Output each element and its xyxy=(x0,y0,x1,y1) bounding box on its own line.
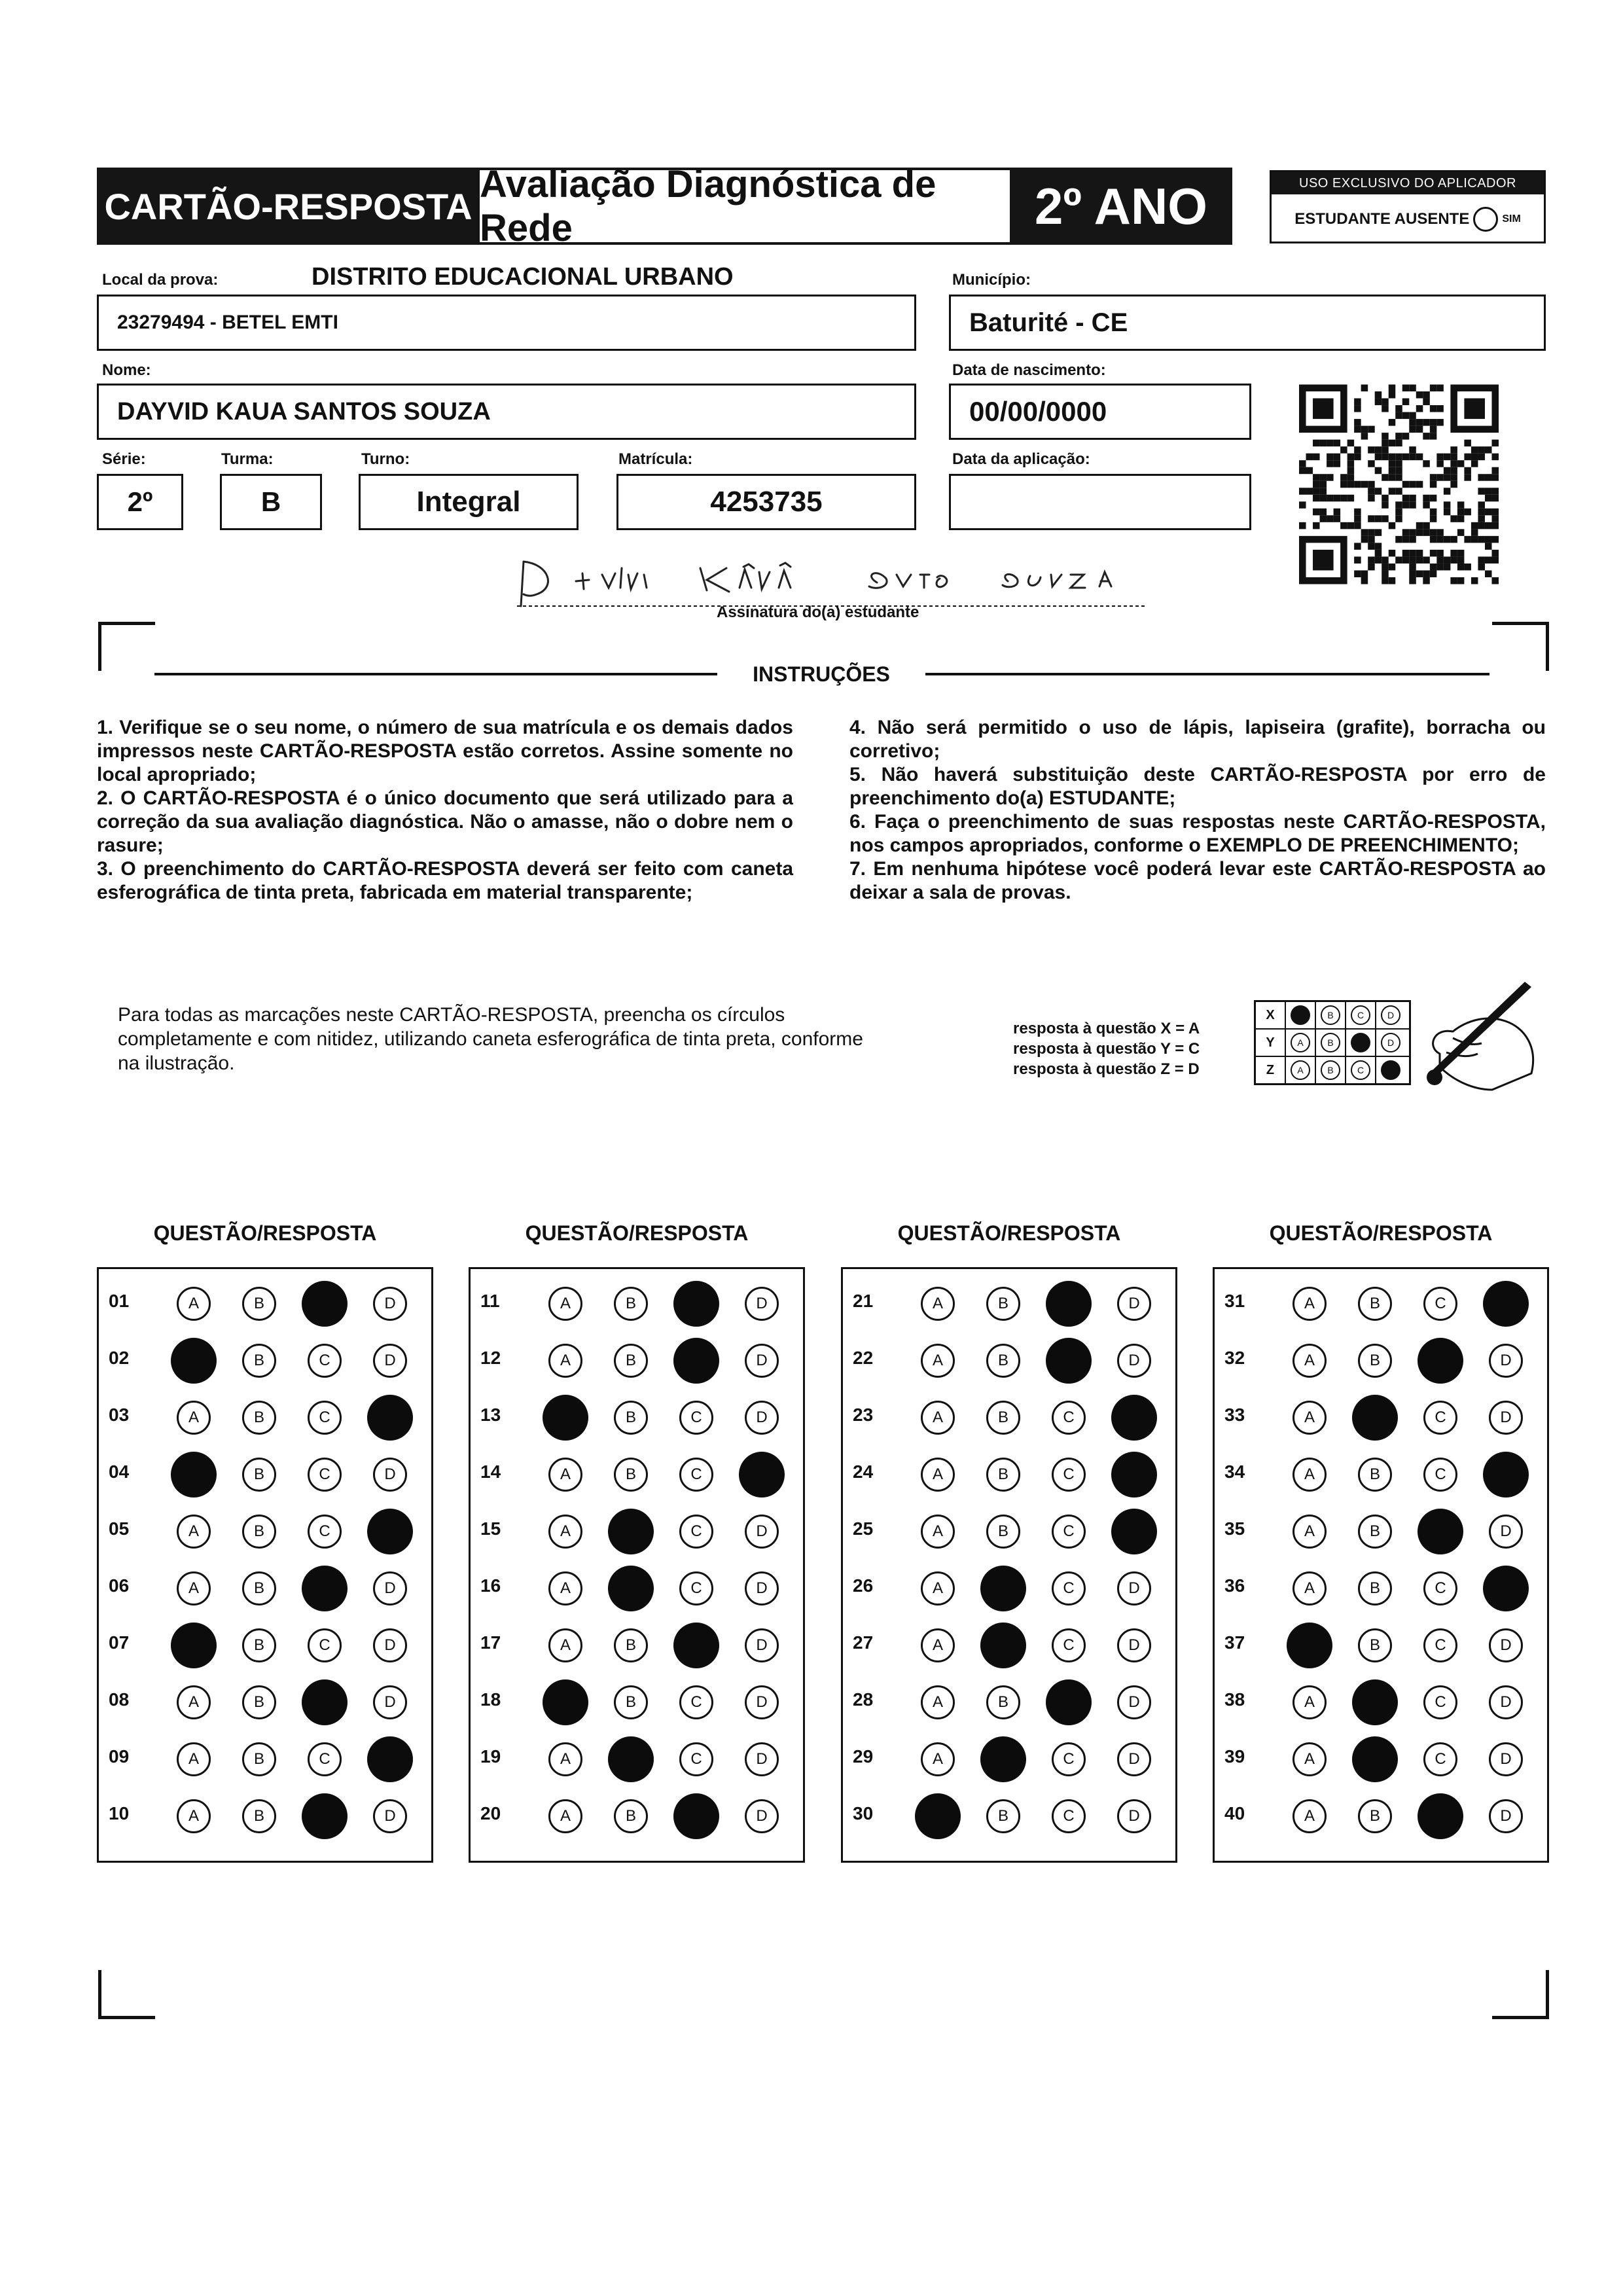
answer-bubble-b[interactable]: B xyxy=(1358,1287,1392,1321)
answer-bubble-d[interactable]: D xyxy=(1117,1344,1151,1378)
answer-bubble-c[interactable] xyxy=(302,1793,348,1839)
answer-bubble-b[interactable]: B xyxy=(242,1287,276,1321)
answer-bubble-a[interactable]: A xyxy=(1293,1685,1327,1719)
answer-bubble-c[interactable]: C xyxy=(1423,1628,1457,1662)
answer-bubble-d[interactable]: D xyxy=(1489,1799,1523,1833)
answer-bubble-d[interactable] xyxy=(367,1509,413,1554)
instructions-left-column xyxy=(97,716,793,905)
answer-bubble-c[interactable]: C xyxy=(1052,1742,1086,1776)
example-bubble: A xyxy=(1291,1060,1310,1080)
answer-bubble-d[interactable]: D xyxy=(373,1287,407,1321)
answer-bubble-b[interactable]: B xyxy=(986,1799,1020,1833)
answer-bubble-d[interactable]: D xyxy=(1117,1799,1151,1833)
question-number: 15 xyxy=(480,1518,501,1539)
answer-bubble-b[interactable]: B xyxy=(614,1799,648,1833)
answer-bubble-a[interactable]: A xyxy=(1293,1458,1327,1492)
serie-label: Série: xyxy=(102,450,146,468)
nome-field: DAYVID KAUA SANTOS SOUZA xyxy=(97,384,916,440)
answer-bubble-b[interactable] xyxy=(980,1623,1026,1668)
example-legend-item: resposta à questão Y = C xyxy=(1013,1040,1200,1058)
answer-bubble-a[interactable]: A xyxy=(921,1742,955,1776)
local-value: DISTRITO EDUCACIONAL URBANO xyxy=(312,263,734,291)
question-number: 37 xyxy=(1224,1632,1245,1653)
example-bubble xyxy=(1351,1033,1370,1052)
example-bubble: A xyxy=(1291,1033,1310,1052)
answer-bubble-b[interactable]: B xyxy=(614,1401,648,1435)
answer-bubble-d[interactable]: D xyxy=(373,1458,407,1492)
answer-bubble-a[interactable] xyxy=(171,1623,217,1668)
answer-bubble-c[interactable] xyxy=(1418,1509,1463,1554)
question-number: 19 xyxy=(480,1746,501,1767)
answer-bubble-a[interactable]: A xyxy=(921,1287,955,1321)
answer-bubble-c[interactable] xyxy=(1418,1338,1463,1384)
question-number: 01 xyxy=(109,1291,130,1311)
example-row xyxy=(1256,1030,1409,1057)
pen-hand-illustration xyxy=(1400,975,1544,1100)
answer-bubble-a[interactable] xyxy=(543,1395,588,1441)
answer-bubble-b[interactable]: B xyxy=(986,1401,1020,1435)
municipio-field: Baturité - CE xyxy=(949,295,1546,351)
answer-bubble-b[interactable]: B xyxy=(614,1344,648,1378)
answer-bubble-d[interactable]: D xyxy=(1489,1401,1523,1435)
corner-mark-bottom-right xyxy=(1492,1970,1549,2019)
question-number: 12 xyxy=(480,1348,501,1368)
answer-bubble-b[interactable] xyxy=(608,1736,654,1782)
question-number: 13 xyxy=(480,1405,501,1425)
question-number: 03 xyxy=(109,1405,130,1425)
answer-bubble-a[interactable] xyxy=(171,1338,217,1384)
answer-bubble-c[interactable]: C xyxy=(1052,1571,1086,1605)
answer-bubble-c[interactable] xyxy=(673,1623,719,1668)
instruction-item: 3. O preenchimento do CARTÃO-RESPOSTA deverá ser feito com caneta esferográfica de tinta preta, fabricada em material transparente; xyxy=(97,858,793,903)
matricula-field: 4253735 xyxy=(616,474,916,530)
example-grid xyxy=(1254,1000,1411,1085)
example-legend xyxy=(1013,1018,1200,1079)
example-bubble: B xyxy=(1321,1060,1340,1080)
answer-bubble-a[interactable] xyxy=(915,1793,961,1839)
answer-bubble-a[interactable]: A xyxy=(177,1571,211,1605)
question-number: 17 xyxy=(480,1632,501,1653)
answer-bubble-d[interactable]: D xyxy=(373,1628,407,1662)
answer-bubble-c[interactable] xyxy=(673,1793,719,1839)
answer-bubble-d[interactable]: D xyxy=(373,1571,407,1605)
aplicacao-field xyxy=(949,474,1251,530)
corner-mark-top-left xyxy=(98,622,155,671)
answer-bubble-b[interactable]: B xyxy=(614,1458,648,1492)
answer-bubble-c[interactable]: C xyxy=(308,1515,342,1549)
answer-bubble-a[interactable]: A xyxy=(921,1401,955,1435)
example-cell xyxy=(1346,1030,1376,1056)
grade-label: 2º ANO xyxy=(1010,168,1232,245)
serie-field: 2º xyxy=(97,474,183,530)
example-row-label: Y xyxy=(1256,1030,1286,1056)
example-row xyxy=(1256,1002,1409,1030)
applicator-title: USO EXCLUSIVO DO APLICADOR xyxy=(1272,172,1544,194)
instruction-item: 7. Em nenhuma hipótese você poderá levar este CARTÃO-RESPOSTA ao deixar a sala de provas. xyxy=(849,858,1546,903)
answer-bubble-b[interactable]: B xyxy=(242,1401,276,1435)
answer-bubble-c[interactable]: C xyxy=(1052,1799,1086,1833)
question-number: 08 xyxy=(109,1689,130,1710)
answer-bubble-c[interactable] xyxy=(1046,1679,1092,1725)
instruction-item: 4. Não será permitido o uso de lápis, lapiseira (grafite), borracha ou corretivo; xyxy=(849,717,1546,762)
answer-bubble-d[interactable]: D xyxy=(745,1515,779,1549)
instruction-item: 2. O CARTÃO-RESPOSTA é o único documento que será utilizado para a correção da sua avaliação diagnóstica. Não o amasse, não o dobre nem o rasure; xyxy=(97,787,793,856)
answer-bubble-a[interactable]: A xyxy=(548,1344,582,1378)
answer-bubble-b[interactable]: B xyxy=(1358,1515,1392,1549)
example-cell xyxy=(1346,1002,1376,1028)
example-row-label: Z xyxy=(1256,1057,1286,1083)
answer-bubble-b[interactable]: B xyxy=(242,1799,276,1833)
answer-bubble-d[interactable]: D xyxy=(373,1344,407,1378)
answer-bubble-b[interactable] xyxy=(1352,1736,1398,1782)
answer-bubble-c[interactable]: C xyxy=(1052,1628,1086,1662)
question-number: 39 xyxy=(1224,1746,1245,1767)
question-number: 14 xyxy=(480,1462,501,1482)
question-number: 22 xyxy=(853,1348,874,1368)
question-number: 07 xyxy=(109,1632,130,1653)
corner-mark-bottom-left xyxy=(98,1970,155,2019)
question-number: 24 xyxy=(853,1462,874,1482)
turno-label: Turno: xyxy=(361,450,410,468)
answer-bubble-a[interactable]: A xyxy=(177,1401,211,1435)
question-number: 34 xyxy=(1224,1462,1245,1482)
example-cell xyxy=(1346,1057,1376,1083)
answer-bubble-a[interactable]: A xyxy=(1293,1344,1327,1378)
question-number: 10 xyxy=(109,1803,130,1823)
example-bubble: B xyxy=(1321,1005,1340,1025)
answer-bubble-a[interactable]: A xyxy=(921,1571,955,1605)
answer-bubble-d[interactable] xyxy=(367,1395,413,1441)
answer-bubble-c[interactable]: C xyxy=(308,1344,342,1378)
question-number: 02 xyxy=(109,1348,130,1368)
answer-bubble-a[interactable]: A xyxy=(1293,1799,1327,1833)
answer-bubble-a[interactable]: A xyxy=(1293,1287,1327,1321)
answer-bubble-a[interactable]: A xyxy=(1293,1515,1327,1549)
answer-bubble-c[interactable]: C xyxy=(1052,1401,1086,1435)
answer-bubble-a[interactable]: A xyxy=(548,1458,582,1492)
answer-bubble-b[interactable]: B xyxy=(1358,1571,1392,1605)
question-number: 04 xyxy=(109,1462,130,1482)
answer-bubble-d[interactable] xyxy=(739,1452,785,1498)
answer-bubble-d[interactable]: D xyxy=(745,1799,779,1833)
turma-field: B xyxy=(220,474,322,530)
question-number: 35 xyxy=(1224,1518,1245,1539)
answer-bubble-a[interactable] xyxy=(171,1452,217,1498)
example-bubble: D xyxy=(1381,1005,1400,1025)
example-legend-item: resposta à questão X = A xyxy=(1013,1020,1200,1037)
instructions-right-column xyxy=(849,716,1546,905)
answer-bubble-c[interactable]: C xyxy=(1423,1287,1457,1321)
answer-bubble-b[interactable]: B xyxy=(986,1287,1020,1321)
example-cell xyxy=(1286,1057,1316,1083)
answer-bubble-b[interactable] xyxy=(1352,1395,1398,1441)
example-bubble: D xyxy=(1381,1033,1400,1052)
answer-bubble-c[interactable]: C xyxy=(308,1742,342,1776)
answer-bubble-a[interactable]: A xyxy=(1293,1401,1327,1435)
question-number: 40 xyxy=(1224,1803,1245,1823)
question-number: 38 xyxy=(1224,1689,1245,1710)
question-number: 05 xyxy=(109,1518,130,1539)
answer-bubble-c[interactable]: C xyxy=(679,1742,713,1776)
answer-bubble-b[interactable]: B xyxy=(614,1685,648,1719)
absent-checkbox[interactable] xyxy=(1473,207,1498,232)
answer-bubble-d[interactable]: D xyxy=(1117,1287,1151,1321)
answer-bubble-b[interactable]: B xyxy=(242,1458,276,1492)
answer-bubble-c[interactable]: C xyxy=(1423,1401,1457,1435)
nascimento-field: 00/00/0000 xyxy=(949,384,1251,440)
question-number: 16 xyxy=(480,1575,501,1596)
answer-bubble-b[interactable]: B xyxy=(986,1344,1020,1378)
answer-bubble-d[interactable] xyxy=(1483,1566,1529,1611)
answer-bubble-b[interactable]: B xyxy=(1358,1344,1392,1378)
answer-bubble-b[interactable] xyxy=(608,1566,654,1611)
answer-bubble-c[interactable] xyxy=(302,1281,348,1327)
answer-bubble-d[interactable] xyxy=(367,1736,413,1782)
answer-bubble-d[interactable] xyxy=(1483,1452,1529,1498)
turma-label: Turma: xyxy=(221,450,274,468)
answer-bubble-c[interactable]: C xyxy=(1423,1742,1457,1776)
answer-bubble-c[interactable]: C xyxy=(679,1401,713,1435)
answer-bubble-a[interactable]: A xyxy=(548,1571,582,1605)
answer-bubble-c[interactable]: C xyxy=(308,1401,342,1435)
answer-bubble-b[interactable]: B xyxy=(242,1742,276,1776)
instructions-divider-right xyxy=(925,673,1489,675)
answer-bubble-a[interactable]: A xyxy=(548,1515,582,1549)
answer-bubble-d[interactable]: D xyxy=(745,1287,779,1321)
question-number: 11 xyxy=(480,1291,500,1311)
answer-bubble-c[interactable]: C xyxy=(1423,1685,1457,1719)
example-cell xyxy=(1316,1057,1346,1083)
answer-bubble-d[interactable]: D xyxy=(745,1571,779,1605)
answer-bubble-b[interactable]: B xyxy=(242,1344,276,1378)
answer-bubble-d[interactable]: D xyxy=(373,1799,407,1833)
example-text: Para todas as marcações neste CARTÃO-RESPOSTA, preencha os círculos completamente e com nitidez, utilizando caneta esferográfica de tinta preta, conforme na ilustração. xyxy=(118,1004,863,1074)
question-number: 20 xyxy=(480,1803,501,1823)
absent-row xyxy=(1272,194,1544,244)
question-number: 18 xyxy=(480,1689,501,1710)
example-row xyxy=(1256,1057,1409,1083)
answer-bubble-a[interactable]: A xyxy=(921,1515,955,1549)
answer-bubble-a[interactable]: A xyxy=(1293,1742,1327,1776)
nome-label: Nome: xyxy=(102,361,151,379)
answer-bubble-d[interactable]: D xyxy=(1117,1685,1151,1719)
question-number: 31 xyxy=(1224,1291,1245,1311)
answer-bubble-a[interactable]: A xyxy=(548,1628,582,1662)
answer-bubble-a[interactable]: A xyxy=(921,1685,955,1719)
answer-bubble-a[interactable]: A xyxy=(177,1742,211,1776)
answer-bubble-d[interactable]: D xyxy=(745,1685,779,1719)
answer-bubble-c[interactable]: C xyxy=(1052,1458,1086,1492)
answer-bubble-c[interactable]: C xyxy=(1423,1458,1457,1492)
example-cell xyxy=(1316,1030,1346,1056)
example-cell xyxy=(1316,1002,1346,1028)
answer-bubble-d[interactable] xyxy=(1483,1281,1529,1327)
answer-bubble-d[interactable]: D xyxy=(745,1742,779,1776)
question-number: 29 xyxy=(853,1746,874,1767)
instructions-divider-left xyxy=(154,673,717,675)
answer-bubble-d[interactable]: D xyxy=(1117,1628,1151,1662)
matricula-label: Matrícula: xyxy=(618,450,693,468)
aplicacao-label: Data da aplicação: xyxy=(952,450,1090,468)
question-number: 32 xyxy=(1224,1348,1245,1368)
answer-bubble-c[interactable] xyxy=(302,1566,348,1611)
example-cell xyxy=(1286,1030,1316,1056)
instruction-item: 1. Verifique se o seu nome, o número de sua matrícula e os demais dados impressos neste CARTÃO-RESPOSTA estão corretos. Assine somente no local apropriado; xyxy=(97,717,793,785)
question-number: 25 xyxy=(853,1518,874,1539)
example-bubble xyxy=(1381,1060,1400,1080)
answer-bubble-d[interactable]: D xyxy=(1489,1628,1523,1662)
answer-bubble-d[interactable]: D xyxy=(745,1401,779,1435)
answer-bubble-a[interactable]: A xyxy=(177,1515,211,1549)
answer-bubble-b[interactable]: B xyxy=(1358,1458,1392,1492)
answer-bubble-b[interactable]: B xyxy=(614,1628,648,1662)
answer-bubble-c[interactable] xyxy=(1046,1338,1092,1384)
answer-bubble-a[interactable]: A xyxy=(177,1799,211,1833)
answer-bubble-c[interactable]: C xyxy=(679,1515,713,1549)
answer-bubble-b[interactable]: B xyxy=(242,1515,276,1549)
absent-option: SIM xyxy=(1502,213,1521,224)
answer-bubble-b[interactable] xyxy=(980,1566,1026,1611)
qr-code xyxy=(1299,383,1499,586)
answer-bubble-a[interactable]: A xyxy=(921,1344,955,1378)
instruction-item: 5. Não haverá substituição deste CARTÃO-RESPOSTA por erro de preenchimento do(a) ESTUDANTE; xyxy=(849,764,1546,809)
answer-bubble-d[interactable]: D xyxy=(1117,1571,1151,1605)
applicator-box xyxy=(1270,170,1546,243)
answer-bubble-c[interactable] xyxy=(673,1281,719,1327)
answer-bubble-d[interactable]: D xyxy=(1489,1344,1523,1378)
answer-bubble-b[interactable]: B xyxy=(1358,1799,1392,1833)
example-bubble: C xyxy=(1351,1005,1370,1025)
answer-bubble-a[interactable]: A xyxy=(548,1742,582,1776)
answer-bubble-a[interactable] xyxy=(543,1679,588,1725)
school-field: 23279494 - BETEL EMTI xyxy=(97,295,916,351)
answer-bubble-c[interactable]: C xyxy=(308,1628,342,1662)
question-number: 23 xyxy=(853,1405,874,1425)
answer-bubble-b[interactable] xyxy=(608,1509,654,1554)
question-number: 26 xyxy=(853,1575,874,1596)
answer-bubble-a[interactable]: A xyxy=(548,1287,582,1321)
answer-bubble-c[interactable] xyxy=(1046,1281,1092,1327)
answer-bubble-a[interactable]: A xyxy=(177,1685,211,1719)
answer-bubble-c[interactable]: C xyxy=(679,1685,713,1719)
example-bubble xyxy=(1291,1005,1310,1025)
question-number: 30 xyxy=(853,1803,874,1823)
answer-bubble-b[interactable]: B xyxy=(986,1458,1020,1492)
question-block-title: QUESTÃO/RESPOSTA xyxy=(525,1221,749,1245)
answer-bubble-b[interactable]: B xyxy=(986,1685,1020,1719)
answer-bubble-d[interactable]: D xyxy=(1489,1515,1523,1549)
answer-bubble-d[interactable]: D xyxy=(745,1344,779,1378)
turno-field: Integral xyxy=(359,474,579,530)
answer-bubble-b[interactable]: B xyxy=(614,1287,648,1321)
municipio-label: Município: xyxy=(952,271,1031,289)
corner-mark-top-right xyxy=(1492,622,1549,671)
answer-bubble-c[interactable]: C xyxy=(1052,1515,1086,1549)
answer-bubble-a[interactable]: A xyxy=(177,1287,211,1321)
answer-bubble-d[interactable] xyxy=(1111,1509,1157,1554)
question-number: 21 xyxy=(853,1291,874,1311)
answer-bubble-c[interactable] xyxy=(673,1338,719,1384)
answer-bubble-d[interactable] xyxy=(1111,1452,1157,1498)
answer-bubble-c[interactable]: C xyxy=(1423,1571,1457,1605)
local-label: Local da prova: xyxy=(102,271,219,289)
example-cell xyxy=(1286,1002,1316,1028)
answer-bubble-b[interactable] xyxy=(1352,1679,1398,1725)
answer-bubble-b[interactable]: B xyxy=(242,1685,276,1719)
answer-bubble-b[interactable] xyxy=(980,1736,1026,1782)
question-block-title: QUESTÃO/RESPOSTA xyxy=(153,1221,377,1245)
question-number: 09 xyxy=(109,1746,130,1767)
question-number: 27 xyxy=(853,1632,874,1653)
instructions-title: INSTRUÇÕES xyxy=(753,662,890,686)
example-row-label: X xyxy=(1256,1002,1286,1028)
answer-bubble-a[interactable]: A xyxy=(921,1458,955,1492)
example-bubble: C xyxy=(1351,1060,1370,1080)
answer-bubble-c[interactable] xyxy=(1418,1793,1463,1839)
answer-bubble-b[interactable]: B xyxy=(242,1571,276,1605)
question-number: 33 xyxy=(1224,1405,1245,1425)
answer-bubble-d[interactable] xyxy=(1111,1395,1157,1441)
answer-bubble-a[interactable] xyxy=(1287,1623,1332,1668)
answer-bubble-c[interactable]: C xyxy=(679,1458,713,1492)
card-label: CARTÃO-RESPOSTA xyxy=(97,168,480,245)
answer-bubble-a[interactable]: A xyxy=(548,1799,582,1833)
answer-bubble-d[interactable]: D xyxy=(1489,1742,1523,1776)
answer-bubble-c[interactable] xyxy=(302,1679,348,1725)
signature-label: Assinatura do(a) estudante xyxy=(717,603,919,621)
example-legend-item: resposta à questão Z = D xyxy=(1013,1060,1200,1078)
answer-bubble-a[interactable]: A xyxy=(921,1628,955,1662)
answer-bubble-d[interactable]: D xyxy=(745,1628,779,1662)
question-number: 28 xyxy=(853,1689,874,1710)
absent-label: ESTUDANTE AUSENTE xyxy=(1294,210,1470,228)
answer-bubble-c[interactable]: C xyxy=(679,1571,713,1605)
answer-bubble-d[interactable]: D xyxy=(1489,1685,1523,1719)
answer-bubble-b[interactable]: B xyxy=(986,1515,1020,1549)
answer-bubble-a[interactable]: A xyxy=(1293,1571,1327,1605)
nascimento-label: Data de nascimento: xyxy=(952,361,1106,379)
question-block-title: QUESTÃO/RESPOSTA xyxy=(1269,1221,1493,1245)
example-bubble: B xyxy=(1321,1033,1340,1052)
question-number: 06 xyxy=(109,1575,130,1596)
answer-bubble-d[interactable]: D xyxy=(1117,1742,1151,1776)
answer-bubble-b[interactable]: B xyxy=(242,1628,276,1662)
question-block-title: QUESTÃO/RESPOSTA xyxy=(897,1221,1121,1245)
question-number: 36 xyxy=(1224,1575,1245,1596)
exam-title: Avaliação Diagnóstica de Rede xyxy=(480,168,1010,245)
instruction-item: 6. Faça o preenchimento de suas respostas neste CARTÃO-RESPOSTA, nos campos apropriados, conforme o EXEMPLO DE PREENCHIMENTO; xyxy=(849,811,1546,856)
answer-bubble-c[interactable]: C xyxy=(308,1458,342,1492)
answer-bubble-d[interactable]: D xyxy=(373,1685,407,1719)
answer-bubble-b[interactable]: B xyxy=(1358,1628,1392,1662)
